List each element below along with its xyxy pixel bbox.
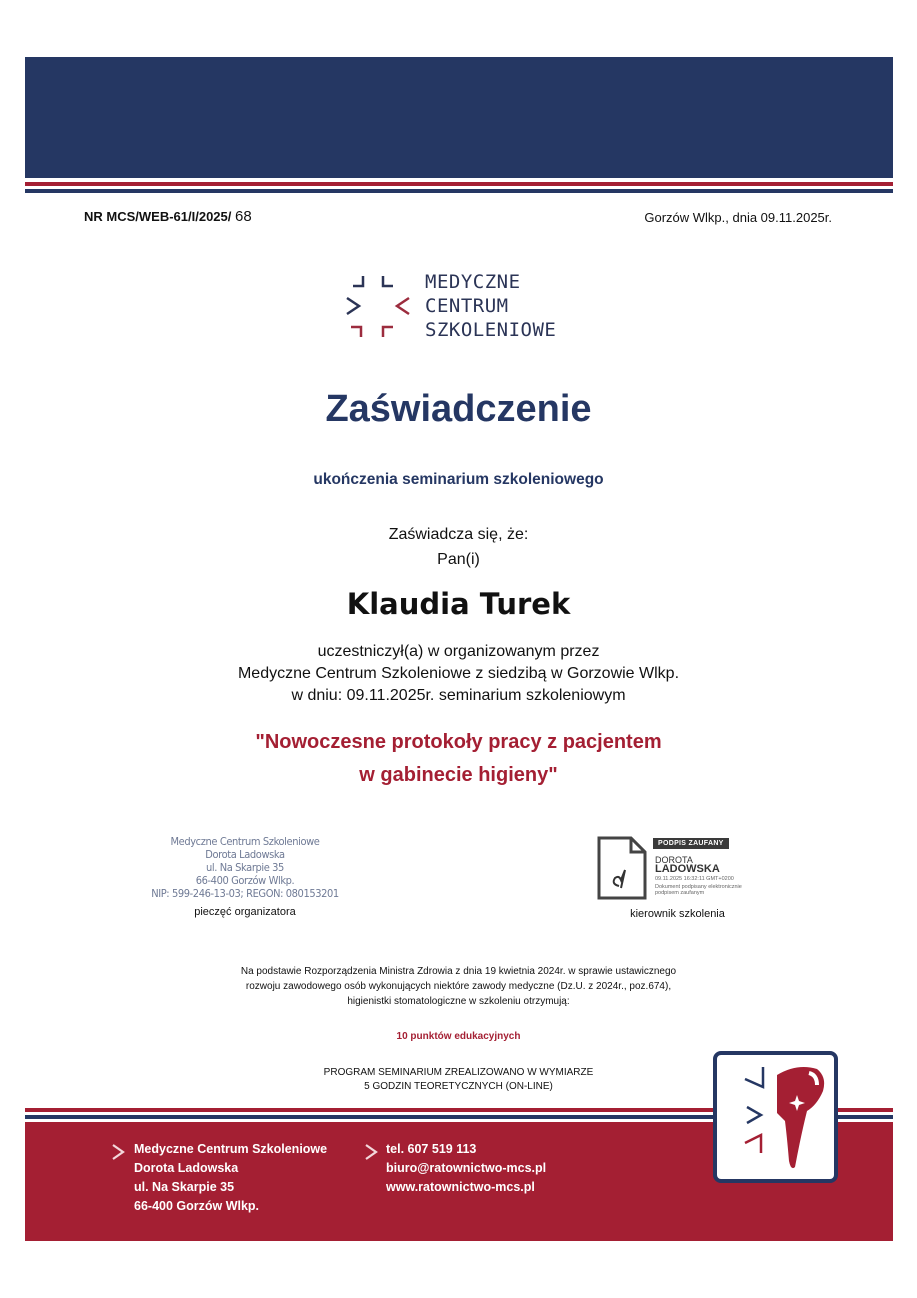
number-value: 68 bbox=[235, 208, 252, 225]
course-title bbox=[0, 726, 917, 792]
body-line: Medyczne Centrum Szkoleniowe z siedzibą w Gorzowie Wlkp. bbox=[237, 665, 680, 682]
footer-website[interactable]: www.ratownictwo-mcs.pl bbox=[386, 1180, 535, 1194]
salutation: Pan(i) bbox=[437, 551, 480, 568]
legal-line: higienistki stomatologiczne w szkoleniu otrzymują: bbox=[347, 996, 570, 1007]
signature-timestamp: 09.11.2025 16:32:11 GMT+0200 bbox=[655, 876, 734, 882]
program-line: 5 GODZIN TEORETYCZNYCH (ON-LINE) bbox=[364, 1081, 553, 1092]
stamp-line: Dorota Ladowska bbox=[205, 848, 285, 861]
chevron-right-icon bbox=[111, 1143, 125, 1161]
legal-line: Na podstawie Rozporządzenia Ministra Zdrowia z dnia 19 kwietnia 2024r. w sprawie ustawicznego bbox=[240, 966, 677, 977]
logo bbox=[343, 270, 573, 345]
program-line: PROGRAM SEMINARIUM ZREALIZOWANO W WYMIARZE bbox=[323, 1067, 594, 1078]
body-line: w dniu: 09.11.2025r. seminarium szkoleniowym bbox=[291, 687, 626, 704]
header-stripe-red bbox=[25, 182, 893, 186]
header-band bbox=[25, 57, 893, 178]
footer-line: ul. Na Skarpie 35 bbox=[134, 1180, 235, 1194]
legal-basis bbox=[0, 964, 917, 1009]
stamp-line: 66-400 Gorzów Wlkp. bbox=[195, 874, 295, 887]
stamp-line: ul. Na Skarpie 35 bbox=[206, 861, 284, 874]
stamp-line: Medyczne Centrum Szkoleniowe bbox=[170, 835, 320, 848]
course-line: w gabinecie higieny" bbox=[359, 764, 558, 786]
logo-text-3: SZKOLENIOWE bbox=[425, 319, 557, 341]
document-number bbox=[84, 208, 252, 225]
footer-line: 66-400 Gorzów Wlkp. bbox=[134, 1199, 260, 1213]
signed-document-icon bbox=[597, 836, 649, 900]
dental-hygiene-badge bbox=[713, 1051, 838, 1183]
stamp-line: NIP: 599-246-13-03; REGON: 080153201 bbox=[151, 887, 339, 900]
trusted-badge: PODPIS ZAUFANY bbox=[653, 838, 729, 849]
logo-arrows-icon bbox=[343, 270, 413, 345]
body-text bbox=[0, 641, 917, 707]
intro-text: Zaświadcza się, że: bbox=[388, 526, 529, 543]
stamp-caption: pieczęć organizatora bbox=[194, 906, 296, 918]
footer-line: Dorota Ladowska bbox=[134, 1161, 239, 1175]
signer-first-name: DOROTA bbox=[655, 855, 693, 865]
signer-last-name: LADOWSKA bbox=[655, 863, 720, 875]
footer-email[interactable]: biuro@ratownictwo-mcs.pl bbox=[386, 1161, 547, 1175]
legal-line: rozwoju zawodowego osób wykonujących niektóre zawody medyczne (Dz.U. z 2024r., poz.674), bbox=[245, 981, 672, 992]
header-stripe-navy bbox=[25, 189, 893, 193]
signature-caption: kierownik szkolenia bbox=[630, 908, 725, 920]
tooth-icon bbox=[717, 1055, 834, 1179]
body-line: uczestniczył(a) w organizowanym przez bbox=[317, 643, 600, 660]
course-line: "Nowoczesne protokoły pracy z pacjentem bbox=[255, 731, 662, 753]
footer-contact bbox=[386, 1140, 546, 1197]
footer-line: Medyczne Centrum Szkoleniowe bbox=[134, 1142, 328, 1156]
logo-text-2: CENTRUM bbox=[425, 295, 509, 317]
chevron-right-icon bbox=[364, 1143, 378, 1161]
education-points: 10 punktów edukacyjnych bbox=[396, 1031, 521, 1042]
certificate-subtitle: ukończenia seminarium szkoleniowego bbox=[313, 471, 604, 488]
signature-note: podpisem zaufanym bbox=[655, 890, 705, 896]
certificate-title: Zaświadczenie bbox=[325, 388, 592, 430]
signature-note: Dokument podpisany elektronicznie bbox=[655, 884, 742, 890]
footer-phone[interactable]: tel. 607 519 113 bbox=[386, 1142, 477, 1156]
participant-name: Klaudia Turek bbox=[346, 587, 571, 621]
place-date: Gorzów Wlkp., dnia 09.11.2025r. bbox=[644, 210, 832, 225]
number-label: NR MCS/WEB-61/I/2025/ bbox=[84, 209, 232, 224]
organizer-stamp bbox=[130, 835, 360, 900]
footer-address bbox=[134, 1140, 327, 1216]
logo-text-1: MEDYCZNE bbox=[425, 271, 521, 293]
trusted-signature bbox=[597, 836, 767, 902]
